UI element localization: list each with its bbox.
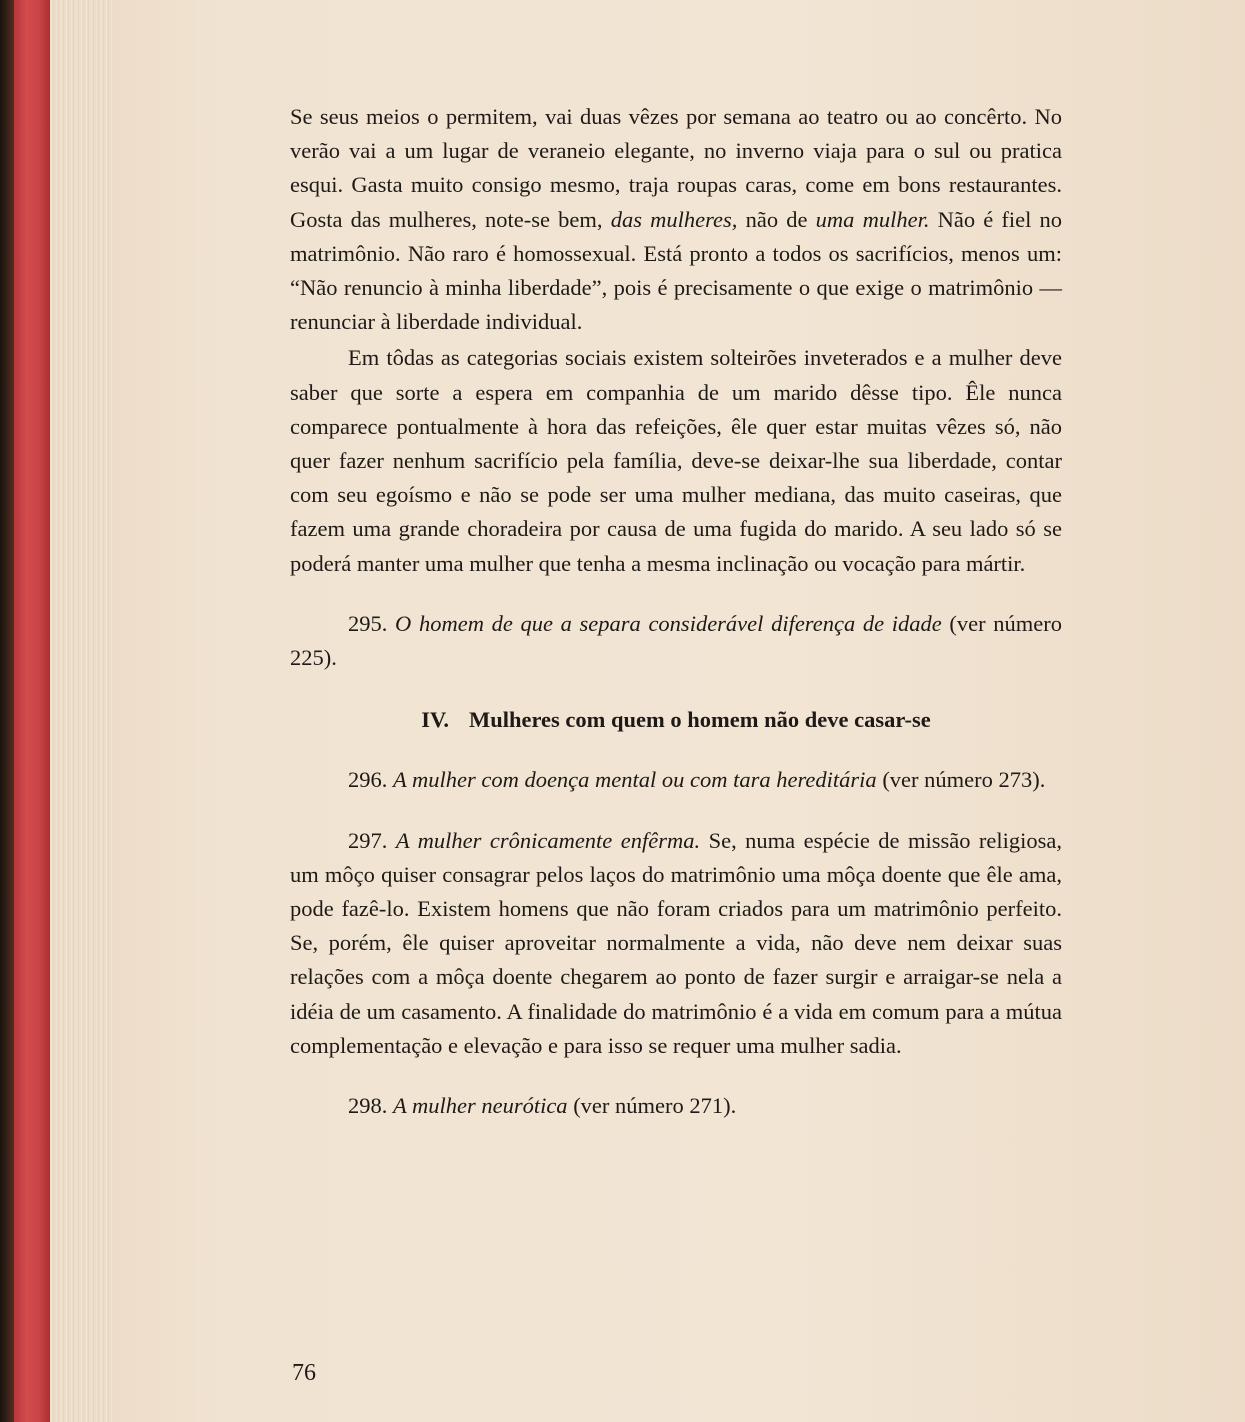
page-number: 76 <box>292 1360 316 1386</box>
emphasis-das-mulheres: das mulheres, <box>610 206 738 232</box>
page-text-block <box>290 100 1062 1123</box>
item-title: A mulher crônicamente enfêrma. <box>395 827 701 853</box>
item-number: 295. <box>348 610 388 636</box>
item-number: 297. <box>348 827 388 853</box>
item-reference: (ver número 273). <box>882 767 1046 793</box>
item-title: A mulher neurótica <box>393 1093 568 1119</box>
book-spine-shadow <box>0 0 14 1422</box>
item-title: O homem de que a separa considerável diferença de idade <box>395 610 942 636</box>
item-297 <box>290 824 1062 1063</box>
book-cover-edge <box>14 0 50 1422</box>
item-body: Se, numa espécie de missão religiosa, um môço quiser consagrar pelos laços do matrimônio uma môça doente que êle ama, pode fazê-lo. Existem homens que não foram criados para um matrimônio perfeito. Se, porém, êle quiser aproveitar normalmente a vida, não deve nem deixar suas relações com a môça doente chegarem ao ponto de fazer surgir e arraigar-se nela a idéia de um casamento. A finalidade do matrimônio é a vida em comum para a mútua complementação e elevação e para isso se requer uma mulher sadia. <box>290 827 1063 1058</box>
paragraph-inveterate-bachelors: Em tôdas as categorias sociais existem solteirões inveterados e a mulher deve saber que sorte a espera em companhia de um marido dêsse tipo. Êle nunca comparece pontualmente à hora das refeições, êle quer estar muitas vêzes só, não quer fazer nenhum sacrifício pela família, deve-se deixar-lhe sua liberdade, contar com seu egoísmo e não se pode ser uma mulher mediana, das muito caseiras, que fazem uma grande choradeira por causa de uma fugida do marido. A seu lado só se poderá manter uma mulher que tenha a mesma inclinação ou vocação para mártir. <box>290 345 1062 576</box>
emphasis-uma-mulher: uma mulher. <box>815 206 930 232</box>
item-296 <box>290 763 1062 797</box>
item-reference: (ver número 271). <box>573 1093 737 1119</box>
item-number: 296. <box>348 767 388 793</box>
item-295 <box>290 607 1062 675</box>
item-number: 298. <box>348 1093 388 1119</box>
section-number: IV. <box>421 707 449 733</box>
section-title: Mulheres com quem o homem não deve casar-se <box>468 707 931 733</box>
page-stack-edges <box>50 0 113 1422</box>
paragraph-bachelor-habits: Se seus meios o permitem, vai duas vêzes por semana ao teatro ou ao concêrto. No verão vai a um lugar de veraneio elegante, no inverno viaja para o sul ou pratica esqui. Gasta muito consigo mesmo, traja roupas caras, come em bons restaurantes. Gosta das mulheres, note-se bem, das mulheres, não de uma mulher. Não é fiel no matrimônio. Não raro é homossexual. Está pronto a todos os sacrifícios, menos um: “Não renuncio à minha liberdade”, pois é precisamente o que exige o matrimônio — renunciar à liberdade individual. <box>290 104 1063 335</box>
item-reference: (ver número 225). <box>290 610 1063 671</box>
item-298 <box>290 1089 1062 1123</box>
section-heading <box>290 703 1062 737</box>
item-title: A mulher com doença mental ou com tara hereditária <box>393 767 877 793</box>
